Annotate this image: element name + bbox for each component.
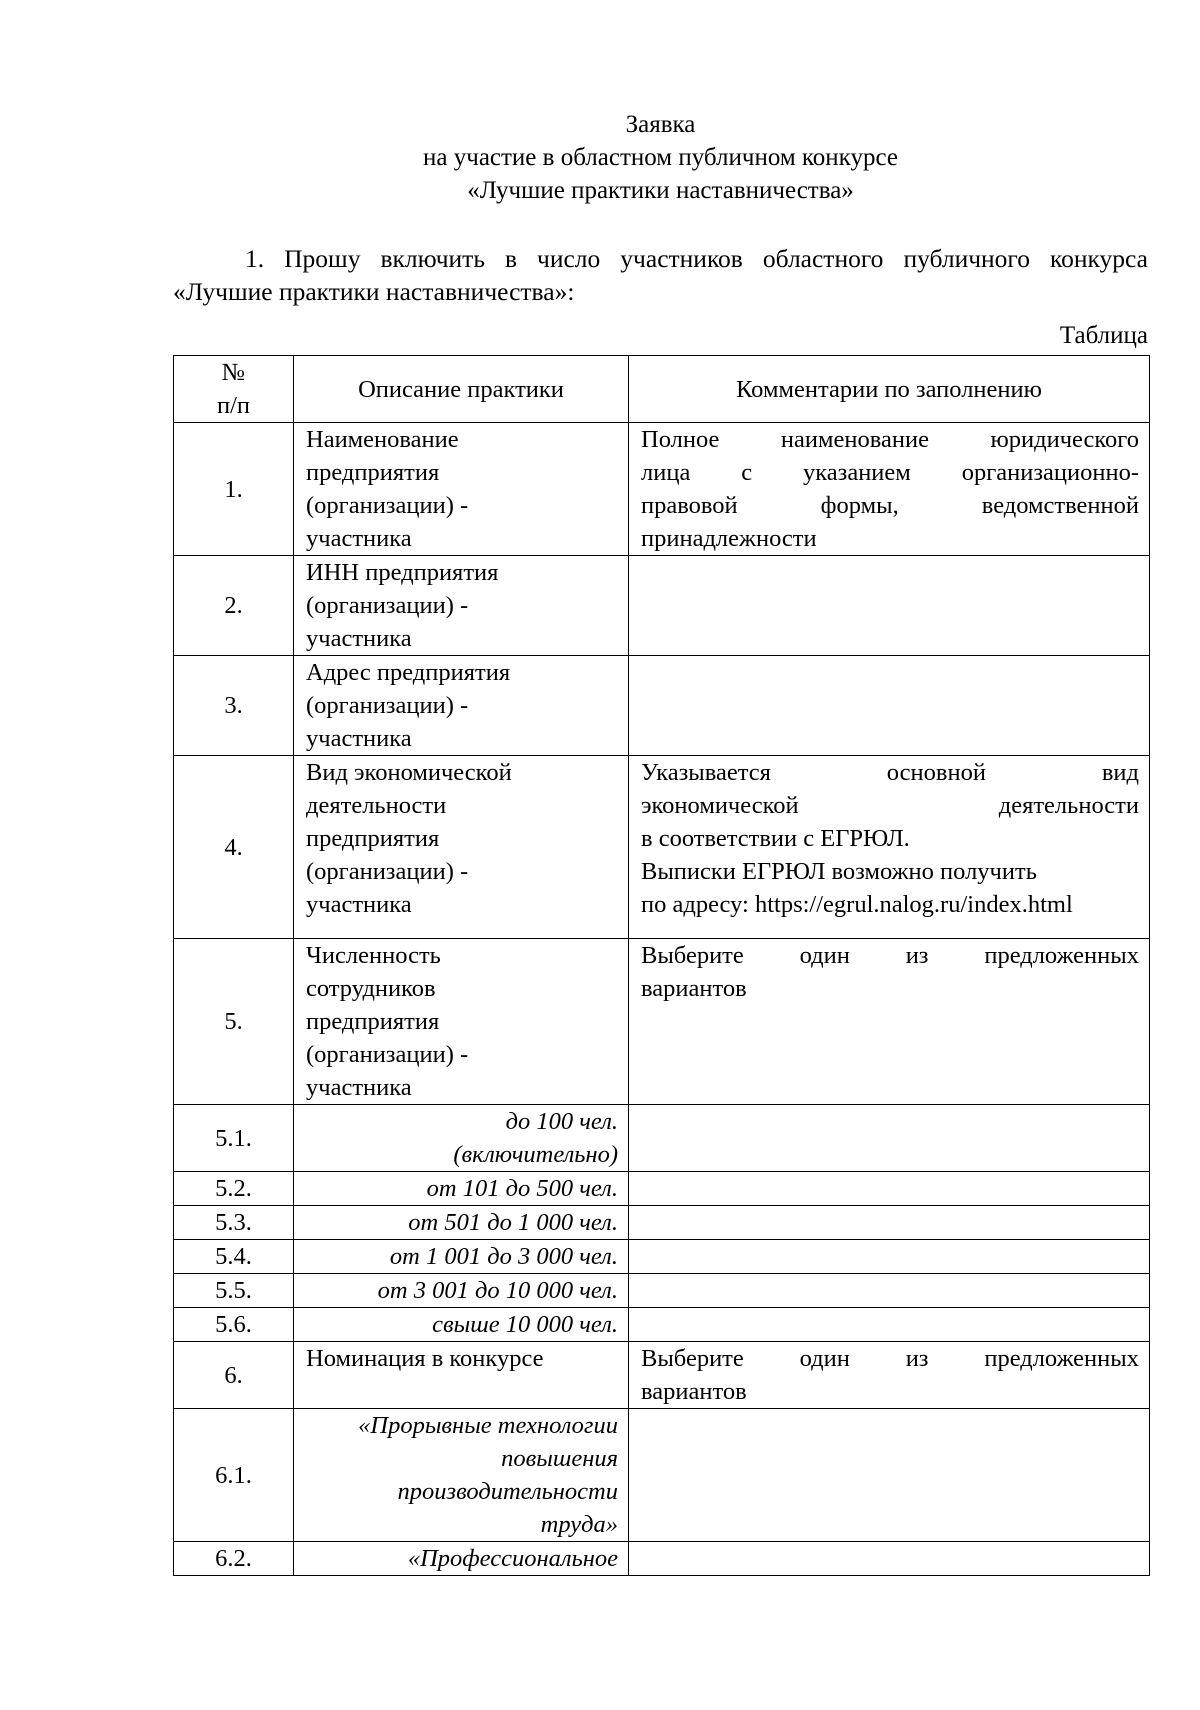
row-comment [629,656,1150,756]
table-row [174,756,1150,939]
table-row [174,1308,1150,1342]
document-header [173,108,1148,207]
row-comment [629,1274,1150,1308]
row-option [294,1240,629,1274]
table-row [174,556,1150,656]
intro-paragraph [173,242,1148,308]
comment-line: лица с указанием организационно- [641,459,1139,486]
header-num: № п/п [174,356,294,423]
table-header-row [174,356,1150,423]
comment-line: правовой формы, ведомственной [641,492,1139,519]
row-comment [629,1308,1150,1342]
table-row [174,1172,1150,1206]
table-label: Таблица [1059,322,1148,349]
table-row [174,1409,1150,1542]
header-subtitle: на участие в областном публичном конкурсе [423,144,898,171]
row-comment [629,756,1150,939]
description-line: предприятия [306,1008,440,1035]
table-row [174,656,1150,756]
row-number: 6.2. [174,1542,294,1576]
description-line: участника [306,525,412,552]
comment-line: Выберите один из предложенных [641,942,1139,969]
table-body [174,423,1150,1576]
comment-line: вариантов [641,1378,747,1405]
description-line: сотрудников [306,975,436,1002]
comment-line: принадлежности [641,525,817,552]
row-option [294,1274,629,1308]
row-number: 3. [174,656,294,756]
description-line: (организации) - [306,492,469,519]
row-description [294,1342,629,1409]
description-line: (организации) - [306,592,469,619]
description-line: Наименование [306,426,459,453]
description-line: Адрес предприятия [306,659,511,686]
table-row [174,939,1150,1105]
description-line: предприятия [306,459,440,486]
comment-line: вариантов [641,975,747,1002]
row-option [294,1308,629,1342]
row-number: 5.2. [174,1172,294,1206]
row-comment [629,1172,1150,1206]
table-row [174,1342,1150,1409]
row-number: 1. [174,423,294,556]
option-line: повышения [501,1445,618,1472]
description-line: Численность [306,942,441,969]
description-line: участника [306,1074,412,1101]
row-comment [629,1240,1150,1274]
comment-line: в соответствии с ЕГРЮЛ. [641,825,910,852]
comment-line: Выберите один из предложенных [641,1345,1139,1372]
description-line: участника [306,625,412,652]
table-row [174,1105,1150,1172]
row-comment [629,423,1150,556]
description-line: (организации) - [306,692,469,719]
option-line: «Профессиональное [407,1545,618,1572]
option-line: «Прорывные технологии [358,1412,618,1439]
description-line: (организации) - [306,858,469,885]
option-line: от 101 до 500 чел. [426,1175,618,1202]
row-description [294,556,629,656]
header-description: Описание практики [294,356,629,423]
row-description [294,756,629,939]
comment-line: экономической деятельности [641,792,1139,819]
option-line: труда» [540,1511,618,1538]
row-comment [629,1342,1150,1409]
header-contest-name: «Лучшие практики наставничества» [467,177,854,204]
row-description [294,423,629,556]
row-number: 5.4. [174,1240,294,1274]
description-line: предприятия [306,825,440,852]
row-comment [629,556,1150,656]
row-number: 5.3. [174,1206,294,1240]
row-number: 2. [174,556,294,656]
row-comment [629,1206,1150,1240]
row-option [294,1105,629,1172]
description-line: ИНН предприятия [306,559,499,586]
intro-line-2: «Лучшие практики наставничества»: [173,277,575,306]
option-line: свыше 10 000 чел. [432,1311,618,1338]
option-line: производительности [397,1478,618,1505]
row-number: 5.6. [174,1308,294,1342]
comment-line: по адресу: https://egrul.nalog.ru/index.html [641,891,1073,918]
description-line: участника [306,725,412,752]
row-number: 4. [174,756,294,939]
comment-line: Указывается основной вид [641,759,1139,786]
row-comment [629,1105,1150,1172]
option-line: от 1 001 до 3 000 чел. [389,1243,618,1270]
row-number: 5. [174,939,294,1105]
header-title: Заявка [625,111,696,138]
row-number: 5.1. [174,1105,294,1172]
option-line: (включительно) [453,1141,618,1168]
comment-line: Полное наименование юридического [641,426,1139,453]
table-row [174,1206,1150,1240]
table-row [174,1542,1150,1576]
option-line: до 100 чел. [505,1108,618,1135]
row-option [294,1206,629,1240]
row-number: 6. [174,1342,294,1409]
option-line: от 3 001 до 10 000 чел. [377,1277,618,1304]
option-line: от 501 до 1 000 чел. [408,1209,618,1236]
description-line: Номинация в конкурсе [306,1345,544,1372]
description-line: участника [306,891,412,918]
application-table [173,355,1150,1576]
row-option [294,1542,629,1576]
header-comments: Комментарии по заполнению [629,356,1150,423]
row-number: 6.1. [174,1409,294,1542]
description-line: деятельности [306,792,447,819]
row-comment [629,939,1150,1105]
table-row [174,1274,1150,1308]
row-option [294,1409,629,1542]
row-option [294,1172,629,1206]
row-description [294,656,629,756]
description-line: (организации) - [306,1041,469,1068]
row-comment [629,1409,1150,1542]
table-row [174,1240,1150,1274]
table-row [174,423,1150,556]
comment-line: Выписки ЕГРЮЛ возможно получить [641,858,1037,885]
row-description [294,939,629,1105]
intro-line-1: 1. Прошу включить в число участников областного публичного конкурса [245,244,1148,273]
row-comment [629,1542,1150,1576]
row-number: 5.5. [174,1274,294,1308]
description-line: Вид экономической [306,759,512,786]
